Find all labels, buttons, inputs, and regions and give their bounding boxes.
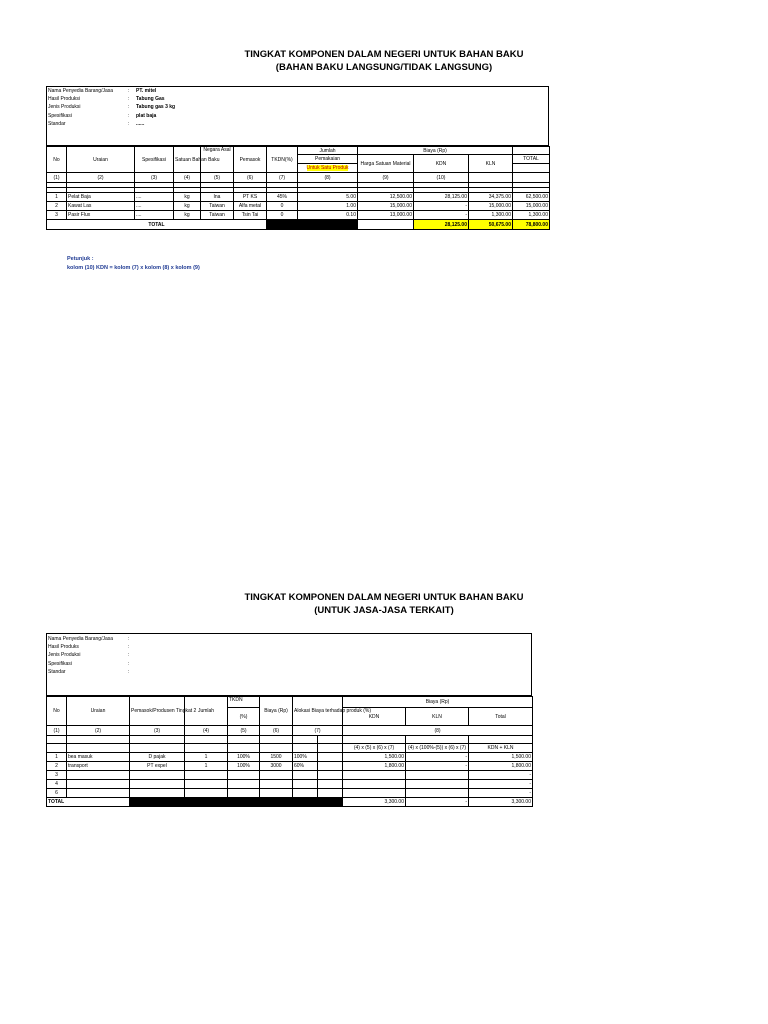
info-colon: : bbox=[128, 636, 130, 642]
empty-cell bbox=[513, 173, 550, 183]
cell-pemasok bbox=[130, 771, 185, 780]
info-label: Nama Penyedia Barang/Jasa bbox=[48, 636, 114, 642]
header-pemasok-produsen: Pemasok/Produsen Tingkat 2 bbox=[130, 697, 185, 726]
cell-kdn: 1,500.00 bbox=[343, 753, 406, 762]
info-value: plat baja bbox=[136, 112, 157, 119]
info-row bbox=[48, 660, 136, 668]
header-pemasok: Pemasok bbox=[234, 147, 267, 173]
table-row bbox=[47, 211, 550, 220]
cell-biaya: 3000 bbox=[260, 762, 293, 771]
cell-uraian: Pelat Baja bbox=[67, 193, 135, 202]
cell-tkdn bbox=[228, 780, 260, 789]
column-number-row bbox=[47, 173, 550, 183]
cell-no: 4 bbox=[47, 780, 67, 789]
info-row bbox=[48, 112, 175, 120]
info-value: Tabung Gas bbox=[136, 96, 165, 103]
header-untuk-satu-produk bbox=[298, 164, 358, 173]
info-row bbox=[48, 120, 175, 128]
table-row bbox=[47, 762, 533, 771]
cell-kdn: - bbox=[414, 211, 469, 220]
cell-jumlah: 1 bbox=[185, 762, 228, 771]
header-kdn: KDN bbox=[343, 708, 406, 726]
empty-cell bbox=[343, 736, 406, 744]
empty-cell bbox=[318, 780, 343, 789]
cell-kln: 1,300.00 bbox=[469, 211, 513, 220]
table-row bbox=[47, 193, 550, 202]
header-kln: KLN bbox=[406, 708, 469, 726]
cell-kdn: 1,800.00 bbox=[343, 762, 406, 771]
col-number: (5) bbox=[201, 173, 234, 183]
empty-cell bbox=[318, 736, 343, 744]
cell-pemasok: PT expel bbox=[130, 762, 185, 771]
info-colon: : bbox=[128, 96, 130, 103]
info-colon: : bbox=[128, 120, 130, 127]
header-kln: KLN bbox=[469, 155, 513, 173]
cell-pemasok bbox=[130, 789, 185, 798]
header-total: Total bbox=[469, 708, 533, 726]
info-label: Standar bbox=[48, 120, 66, 127]
formula-kdn: (4) x (5) x (6) x (7) bbox=[343, 744, 406, 753]
cell-tkdn: 0 bbox=[267, 211, 298, 220]
cell-pemasok: Tsin Tai bbox=[234, 211, 267, 220]
formula-total: KDN + KLN bbox=[469, 744, 533, 753]
section1-table bbox=[46, 146, 550, 230]
cell-uraian bbox=[67, 780, 130, 789]
total-label: TOTAL bbox=[47, 798, 130, 807]
empty-cell bbox=[260, 736, 293, 744]
section2-title bbox=[0, 591, 768, 617]
cell-kln bbox=[406, 771, 469, 780]
empty-cell bbox=[67, 744, 130, 753]
total-kln: 50,675.00 bbox=[469, 220, 513, 230]
cell-satuan: kg bbox=[174, 193, 201, 202]
col-number: (4) bbox=[174, 173, 201, 183]
header-biaya: Biaya (Rp) bbox=[358, 147, 513, 155]
empty-cell bbox=[318, 789, 343, 798]
cell-jumlah: 5.00 bbox=[298, 193, 358, 202]
header-satuan: Satuan Bahan Baku bbox=[174, 147, 201, 173]
total-row bbox=[47, 798, 533, 807]
empty-cell bbox=[469, 173, 513, 183]
cell-alokasi: 60% bbox=[293, 762, 318, 771]
empty-cell bbox=[260, 744, 293, 753]
cell-alokasi bbox=[293, 780, 318, 789]
empty-cell bbox=[228, 744, 260, 753]
cell-jumlah: 1.00 bbox=[298, 202, 358, 211]
cell-kdn: 28,125.00 bbox=[414, 193, 469, 202]
cell-no: 6 bbox=[47, 789, 67, 798]
empty-cell bbox=[67, 736, 130, 744]
black-fill-cell bbox=[267, 220, 358, 230]
cell-alokasi: 100% bbox=[293, 753, 318, 762]
col-number: (3) bbox=[130, 726, 185, 736]
col-number: (2) bbox=[67, 173, 135, 183]
cell-total: 62,500.00 bbox=[513, 193, 550, 202]
cell-negara: Taiwan bbox=[201, 211, 234, 220]
cell-tkdn: 100% bbox=[228, 762, 260, 771]
cell-biaya bbox=[260, 771, 293, 780]
cell-no: 2 bbox=[47, 762, 67, 771]
cell-kln: - bbox=[406, 762, 469, 771]
cell-spesifikasi: .... bbox=[135, 202, 174, 211]
cell-kln: 15,000.00 bbox=[469, 202, 513, 211]
cell-jumlah bbox=[185, 789, 228, 798]
cell-harga: 13,000.00 bbox=[358, 211, 414, 220]
table-row bbox=[47, 771, 533, 780]
info-label: Jenis Produksi bbox=[48, 652, 81, 659]
info-label: Standar bbox=[48, 668, 66, 675]
info-row bbox=[48, 103, 175, 111]
col-number: (3) bbox=[135, 173, 174, 183]
header-tkdn: TKDN(%) bbox=[267, 147, 298, 173]
cell-tkdn bbox=[228, 771, 260, 780]
info-row bbox=[48, 668, 136, 676]
cell-no: 1 bbox=[47, 193, 67, 202]
column-number-row bbox=[47, 726, 533, 736]
col-number: (1) bbox=[47, 173, 67, 183]
header-negara-asal: Negara Asal bbox=[201, 147, 234, 173]
info-colon: : bbox=[128, 660, 130, 667]
total-row bbox=[47, 220, 550, 230]
cell-jumlah: 1 bbox=[185, 753, 228, 762]
cell-satuan: kg bbox=[174, 202, 201, 211]
cell-harga: 12,500.00 bbox=[358, 193, 414, 202]
cell-pemasok: Alfa metal bbox=[234, 202, 267, 211]
total-kln: - bbox=[406, 798, 469, 807]
table-row bbox=[47, 753, 533, 762]
cell-kdn: - bbox=[414, 202, 469, 211]
empty-cell bbox=[406, 736, 469, 744]
section2-title-line1: TINGKAT KOMPONEN DALAM NEGERI UNTUK BAHAN BAKU bbox=[244, 592, 524, 603]
cell-kdn bbox=[343, 789, 406, 798]
col-number: (5) bbox=[228, 726, 260, 736]
info-label: Spesifikasi bbox=[48, 660, 72, 667]
col-number: (6) bbox=[260, 726, 293, 736]
cell-spesifikasi: .... bbox=[135, 193, 174, 202]
header-blank bbox=[513, 147, 550, 155]
header-no: No bbox=[47, 697, 67, 726]
cell-total: 1,300.00 bbox=[513, 211, 550, 220]
cell-tkdn: 45% bbox=[267, 193, 298, 202]
cell-pemasok: D pajak bbox=[130, 753, 185, 762]
cell-kln bbox=[406, 780, 469, 789]
cell-biaya: 1500 bbox=[260, 753, 293, 762]
header-harga-satuan: Harga Satuan Material bbox=[358, 155, 414, 173]
note-text: kolom (10) KDN = kolom (7) x kolom (8) x kolom (9) bbox=[67, 265, 200, 271]
cell-pemasok bbox=[130, 780, 185, 789]
info-row bbox=[48, 643, 136, 651]
total-kdn: 28,125.00 bbox=[414, 220, 469, 230]
table-row bbox=[47, 780, 533, 789]
header-jumlah: Jumlah bbox=[298, 147, 358, 155]
total-total: 3,300.00 bbox=[469, 798, 533, 807]
empty-cell bbox=[185, 736, 228, 744]
info-row bbox=[48, 651, 136, 659]
cell-total: - bbox=[469, 780, 533, 789]
cell-tkdn: 0 bbox=[267, 202, 298, 211]
cell-spesifikasi: .... bbox=[135, 211, 174, 220]
empty-cell bbox=[358, 220, 414, 230]
cell-kdn bbox=[343, 771, 406, 780]
cell-total: 1,800.00 bbox=[469, 762, 533, 771]
cell-uraian: Kawat Las bbox=[67, 202, 135, 211]
cell-uraian: Pasir Flux bbox=[67, 211, 135, 220]
header-biaya-group: Biaya (Rp) bbox=[343, 697, 533, 708]
section1-info bbox=[48, 87, 175, 128]
header-total: TOTAL bbox=[513, 155, 550, 164]
header-spesifikasi: Spesifikasi bbox=[135, 147, 174, 173]
table-row bbox=[47, 202, 550, 211]
header-tkdn: TKDN bbox=[228, 697, 260, 708]
cell-biaya bbox=[260, 780, 293, 789]
cell-jumlah bbox=[185, 780, 228, 789]
info-label: Jenis Produksi bbox=[48, 104, 81, 111]
info-label: Nama Penyedia Barang/Jasa bbox=[48, 88, 114, 94]
empty-cell bbox=[293, 736, 318, 744]
header-no: No bbox=[47, 147, 67, 173]
col-number: (8) bbox=[298, 173, 358, 183]
formula-kln: (4) x (100%-(5)) x (6) x (7) bbox=[406, 744, 469, 753]
section1-title bbox=[0, 48, 768, 74]
cell-total: 1,500.00 bbox=[469, 753, 533, 762]
col-number: (7) bbox=[293, 726, 343, 736]
cell-kln: 34,375.00 bbox=[469, 193, 513, 202]
empty-cell bbox=[318, 753, 343, 762]
col-number: (4) bbox=[185, 726, 228, 736]
info-colon: : bbox=[128, 104, 130, 111]
cell-total: - bbox=[469, 789, 533, 798]
empty-cell bbox=[293, 744, 318, 753]
cell-biaya bbox=[260, 789, 293, 798]
cell-kln bbox=[406, 789, 469, 798]
info-colon: : bbox=[128, 112, 130, 119]
cell-no: 1 bbox=[47, 753, 67, 762]
cell-kdn bbox=[343, 780, 406, 789]
empty-cell bbox=[318, 771, 343, 780]
formula-row bbox=[47, 744, 533, 753]
section1-title-line1: TINGKAT KOMPONEN DALAM NEGERI UNTUK BAHAN BAKU bbox=[244, 49, 524, 60]
untuk-satu-produk-label: Untuk Satu Produk bbox=[306, 165, 349, 171]
total-total: 78,800.00 bbox=[513, 220, 550, 230]
section2-table bbox=[46, 696, 533, 807]
cell-alokasi bbox=[293, 789, 318, 798]
col-number: (2) bbox=[67, 726, 130, 736]
petunjuk-note bbox=[67, 255, 200, 273]
empty-cell bbox=[47, 736, 67, 744]
info-value: ...... bbox=[136, 120, 145, 127]
info-value: Tabung gas 3 kg bbox=[136, 104, 176, 111]
cell-alokasi bbox=[293, 771, 318, 780]
cell-pemasok: PT KS bbox=[234, 193, 267, 202]
empty-cell bbox=[130, 736, 185, 744]
col-number: (8) bbox=[343, 726, 533, 736]
spacer-row bbox=[47, 736, 533, 744]
cell-jumlah: 0.10 bbox=[298, 211, 358, 220]
info-colon: : bbox=[128, 652, 130, 659]
cell-uraian bbox=[67, 771, 130, 780]
header-blank bbox=[513, 164, 550, 173]
cell-total: 15,000.00 bbox=[513, 202, 550, 211]
cell-negara: Taiwan bbox=[201, 202, 234, 211]
section2-title-line2: (UNTUK JASA-JASA TERKAIT) bbox=[314, 605, 454, 616]
info-row bbox=[48, 87, 175, 95]
info-colon: : bbox=[128, 668, 130, 675]
cell-kln: - bbox=[406, 753, 469, 762]
header-jumlah: Jumlah bbox=[185, 697, 228, 726]
col-number: (7) bbox=[267, 173, 298, 183]
section2-info bbox=[48, 635, 136, 676]
cell-negara: Ina bbox=[201, 193, 234, 202]
empty-cell bbox=[318, 762, 343, 771]
info-label: Spesifikasi bbox=[48, 112, 72, 119]
cell-harga: 15,000.00 bbox=[358, 202, 414, 211]
empty-cell bbox=[469, 736, 533, 744]
col-number: (6) bbox=[234, 173, 267, 183]
empty-cell bbox=[47, 744, 67, 753]
table-row bbox=[47, 789, 533, 798]
empty-cell bbox=[228, 736, 260, 744]
header-tkdn-pct: (%) bbox=[228, 708, 260, 726]
info-label: Hasil Produks bbox=[48, 644, 79, 651]
col-number: (1) bbox=[47, 726, 67, 736]
empty-cell bbox=[130, 744, 185, 753]
cell-satuan: kg bbox=[174, 211, 201, 220]
header-alokasi-biaya: Alokasi Biaya terhadap produk (%) bbox=[293, 697, 343, 726]
total-kdn: 3,300.00 bbox=[343, 798, 406, 807]
cell-uraian: transport bbox=[67, 762, 130, 771]
info-label: Hasil Produksi bbox=[48, 96, 80, 103]
header-biaya: Biaya (Rp) bbox=[260, 697, 293, 726]
cell-jumlah bbox=[185, 771, 228, 780]
note-title: Petunjuk : bbox=[67, 256, 94, 262]
cell-no: 2 bbox=[47, 202, 67, 211]
empty-cell bbox=[185, 744, 228, 753]
cell-no: 3 bbox=[47, 211, 67, 220]
info-row bbox=[48, 635, 136, 643]
header-uraian: Uraian bbox=[67, 147, 135, 173]
cell-uraian bbox=[67, 789, 130, 798]
col-number: (10) bbox=[414, 173, 469, 183]
cell-no: 3 bbox=[47, 771, 67, 780]
black-fill-cell bbox=[130, 798, 343, 807]
cell-tkdn bbox=[228, 789, 260, 798]
info-colon: : bbox=[128, 88, 130, 94]
empty-cell bbox=[318, 744, 343, 753]
total-label: TOTAL bbox=[47, 220, 267, 230]
info-value: PT. mitel bbox=[136, 88, 157, 94]
cell-tkdn: 100% bbox=[228, 753, 260, 762]
header-kdn: KDN bbox=[414, 155, 469, 173]
header-uraian: Uraian bbox=[67, 697, 130, 726]
section1-title-line2: (BAHAN BAKU LANGSUNG/TIDAK LANGSUNG) bbox=[275, 62, 493, 73]
info-row bbox=[48, 95, 175, 103]
col-number: (9) bbox=[358, 173, 414, 183]
header-pemakaian: Pemakaian bbox=[298, 155, 358, 164]
info-colon: : bbox=[128, 644, 130, 651]
cell-total: - bbox=[469, 771, 533, 780]
cell-uraian: bea masuk bbox=[67, 753, 130, 762]
